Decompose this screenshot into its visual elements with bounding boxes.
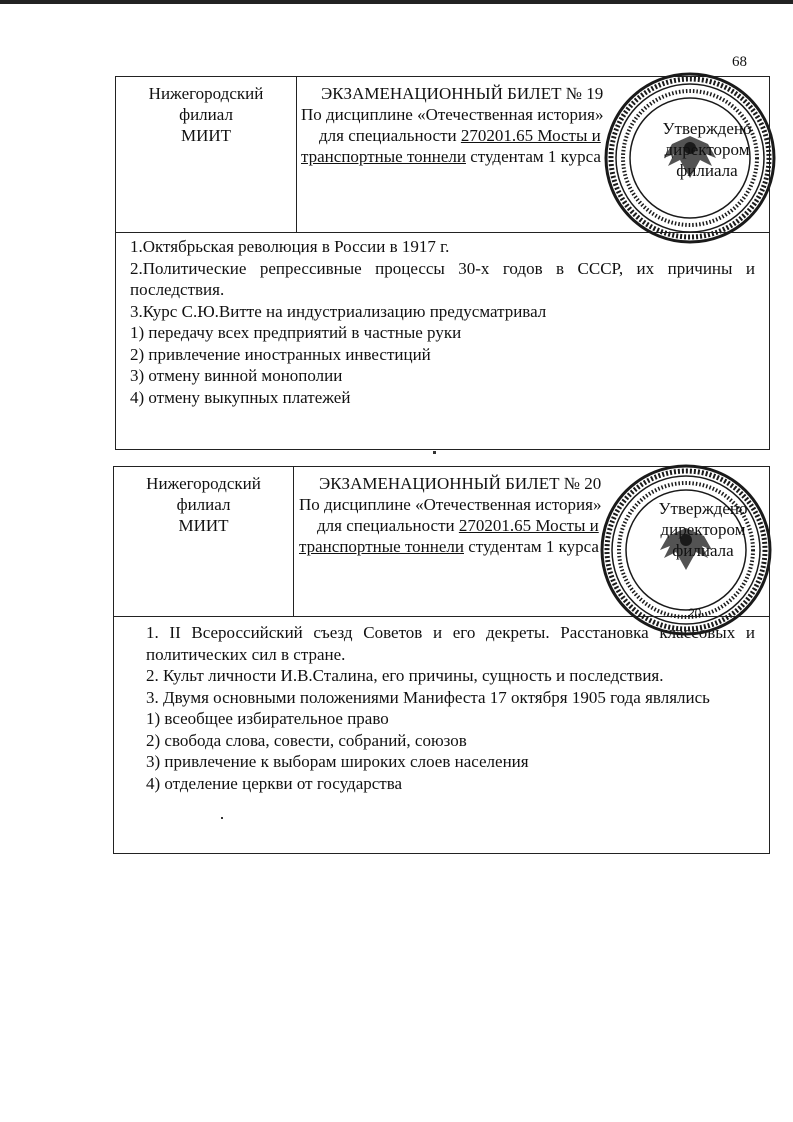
answer-option: 4) отделение церкви от государства: [146, 773, 403, 793]
specialty-code: 270201.65 Мосты и: [460, 126, 601, 145]
approval-line: филиала: [676, 161, 738, 180]
org-cell: [114, 467, 294, 616]
question-3: 3. Двумя основными положениями Манифеста 17 октября 1905 года являлись: [146, 687, 710, 707]
ticket-questions: [114, 616, 769, 853]
ticket-questions: [116, 232, 769, 449]
answer-option: 1) передачу всех предприятий в частные руки: [130, 323, 462, 342]
answer-option: 3) отмену винной монополии: [130, 366, 343, 385]
question-2: 2. Культ личности И.В.Сталина, его причины, сущность и последствия.: [146, 666, 664, 685]
org-line: Нижегородский: [146, 474, 261, 493]
ticket-title: ЭКЗАМЕНАЦИОННЫЙ БИЛЕТ № 19: [321, 84, 604, 103]
discipline: По дисциплине «Отечественная история»: [299, 495, 602, 514]
question-1: 1.Октябрьская революция в России в 1917 г.: [130, 237, 450, 256]
approval-line: Утверждено: [662, 119, 752, 138]
approval-text: [648, 498, 758, 561]
org-line: филиал: [179, 105, 233, 124]
approval-line: директором: [664, 140, 750, 159]
page-number: 68: [732, 54, 747, 70]
answer-option: 2) привлечение иностранных инвестиций: [130, 344, 431, 364]
scan-speck: [221, 817, 223, 819]
scan-top-edge: [0, 0, 793, 4]
org-cell: [116, 77, 297, 232]
answer-option: 3) привлечение к выборам широких слоев населения: [146, 752, 529, 771]
org-line: Нижегородский: [148, 84, 264, 103]
org-line: МИИТ: [178, 516, 229, 535]
stamp-number: 20: [688, 606, 702, 620]
ticket-title: ЭКЗАМЕНАЦИОННЫЙ БИЛЕТ № 20: [319, 474, 602, 493]
specialty-code: 270201.65 Мосты и: [458, 516, 599, 535]
specialty-name: транспортные тоннели: [299, 537, 464, 556]
specialty-prefix: для специальности: [319, 126, 461, 145]
approval-text: [652, 118, 762, 181]
course-text: студентам 1 курса: [463, 537, 599, 556]
answer-option: 1) всеобщее избирательное право: [146, 709, 389, 728]
org-line: филиал: [176, 495, 231, 514]
approval-line: Утверждено: [658, 499, 748, 518]
course-text: студентам 1 курса: [465, 147, 601, 166]
approval-line: филиала: [672, 541, 734, 560]
specialty-name: транспортные тоннели: [301, 147, 466, 166]
answer-option: 2) свобода слова, совести, собраний, союзов: [146, 730, 467, 750]
question-3: 3.Курс С.Ю.Витте на индустриализацию предусматривал: [130, 301, 547, 321]
scan-speck: [433, 451, 436, 454]
discipline: По дисциплине «Отечественная история»: [301, 105, 604, 124]
question-1: 1. II Всероссийский съезд Советов и его декреты. Расстановка классовых и политических сил в стране.: [146, 623, 755, 664]
specialty-prefix: для специальности: [317, 516, 459, 535]
org-line: МИИТ: [180, 126, 232, 145]
answer-option: 4) отмену выкупных платежей: [130, 387, 351, 407]
question-2: 2.Политические репрессивные процессы 30-х годов в СССР, их причины и последствия.: [130, 258, 755, 299]
approval-line: директором: [660, 520, 746, 539]
